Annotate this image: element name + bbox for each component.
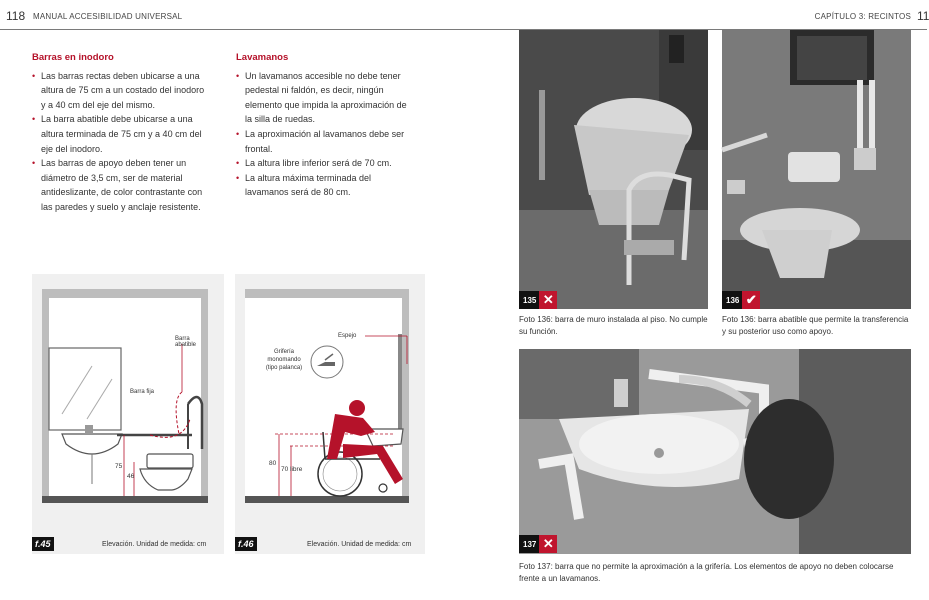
list-item: • La barra abatible debe ubicarse a una altura terminada de 75 cm y a 40 cm del eje del inodoro.	[32, 112, 210, 156]
bullet-list	[236, 69, 408, 200]
photo-badge	[519, 291, 557, 309]
running-title-left: MANUAL ACCESIBILIDAD UNIVERSAL	[33, 12, 183, 21]
dimension-75: 75	[115, 463, 123, 470]
photo-137-sink-bar	[519, 349, 911, 554]
dimension-80: 80	[269, 460, 277, 467]
dimension-46: 46	[127, 473, 135, 480]
label-espejo: Espejo	[338, 333, 357, 339]
photo-136-image	[722, 30, 911, 309]
list-item: • Las barras rectas deben ubicarse a una altura de 75 cm a un costado del inodoro y a 40 cm del eje del mismo.	[32, 69, 210, 113]
figure-toilet-elevation	[32, 274, 224, 554]
photo-badge	[519, 535, 557, 553]
photo-137-caption: Foto 137: barra que no permite la aproximación a la grifería. Los elementos de apoyo no deben colocarse frente a un lavamanos.	[519, 562, 894, 583]
photo-number: 136	[726, 295, 740, 305]
photo-136-toilet-folding-bar	[722, 30, 911, 309]
check-icon: ✔	[742, 291, 760, 309]
section-barras-inodoro	[32, 51, 210, 215]
figure-badge: f.45	[32, 537, 54, 551]
label-griferia: Grifería monomando (tipo palanca)	[265, 349, 303, 371]
toilet-elevation-drawing	[32, 274, 224, 554]
list-item: • La altura máxima terminada del lavamanos será de 80 cm.	[236, 171, 408, 200]
photo-135-toilet-floor-bar	[519, 30, 708, 309]
list-item: • Un lavamanos accesible no debe tener pedestal ni faldón, es decir, ningún elemento que impida la aproximación de la silla de ruedas.	[236, 69, 408, 127]
page-header	[0, 0, 927, 30]
list-item: • La altura libre inferior será de 70 cm.	[236, 156, 408, 171]
figure-badge: f.46	[235, 537, 257, 551]
figure-lavamanos-elevation	[235, 274, 425, 554]
photo-135-caption: Foto 136: barra de muro instalada al piso. No cumple su función.	[519, 315, 708, 336]
lavamanos-elevation-drawing	[235, 274, 425, 554]
list-item: • Las barras de apoyo deben tener un diámetro de 3,5 cm, ser de material antideslizante, de color contrastante con las paredes y suelo y anclaje resistente.	[32, 156, 210, 214]
figure-caption: Elevación. Unidad de medida: cm	[307, 541, 412, 548]
photo-number: 135	[523, 295, 537, 305]
page-number-left: 118	[6, 9, 26, 23]
page-number-right: 11	[917, 9, 929, 23]
photo-number: 137	[523, 539, 537, 549]
label-barra-fija: Barra fija	[130, 389, 155, 395]
photo-137-image	[519, 349, 911, 554]
label-barra-abatible: Barra abatible	[175, 336, 197, 348]
cross-icon: ✕	[539, 291, 557, 309]
cross-icon: ✕	[539, 535, 557, 553]
section-title: Barras en inodoro	[32, 52, 114, 63]
list-item: • La aproximación al lavamanos debe ser frontal.	[236, 127, 408, 156]
photo-136-caption: Foto 136: barra abatible que permite la transferencia y su posterior uso como apoyo.	[722, 315, 909, 336]
photo-135-image	[519, 30, 708, 309]
dimension-70-libre: 70 libre	[281, 466, 303, 473]
photo-badge	[722, 291, 760, 309]
running-title-right: CAPÍTULO 3: RECINTOS	[814, 12, 911, 21]
bullet-list	[32, 69, 210, 215]
figure-caption: Elevación. Unidad de medida: cm	[102, 541, 207, 548]
section-title: Lavamanos	[236, 52, 289, 63]
section-lavamanos	[236, 51, 408, 200]
